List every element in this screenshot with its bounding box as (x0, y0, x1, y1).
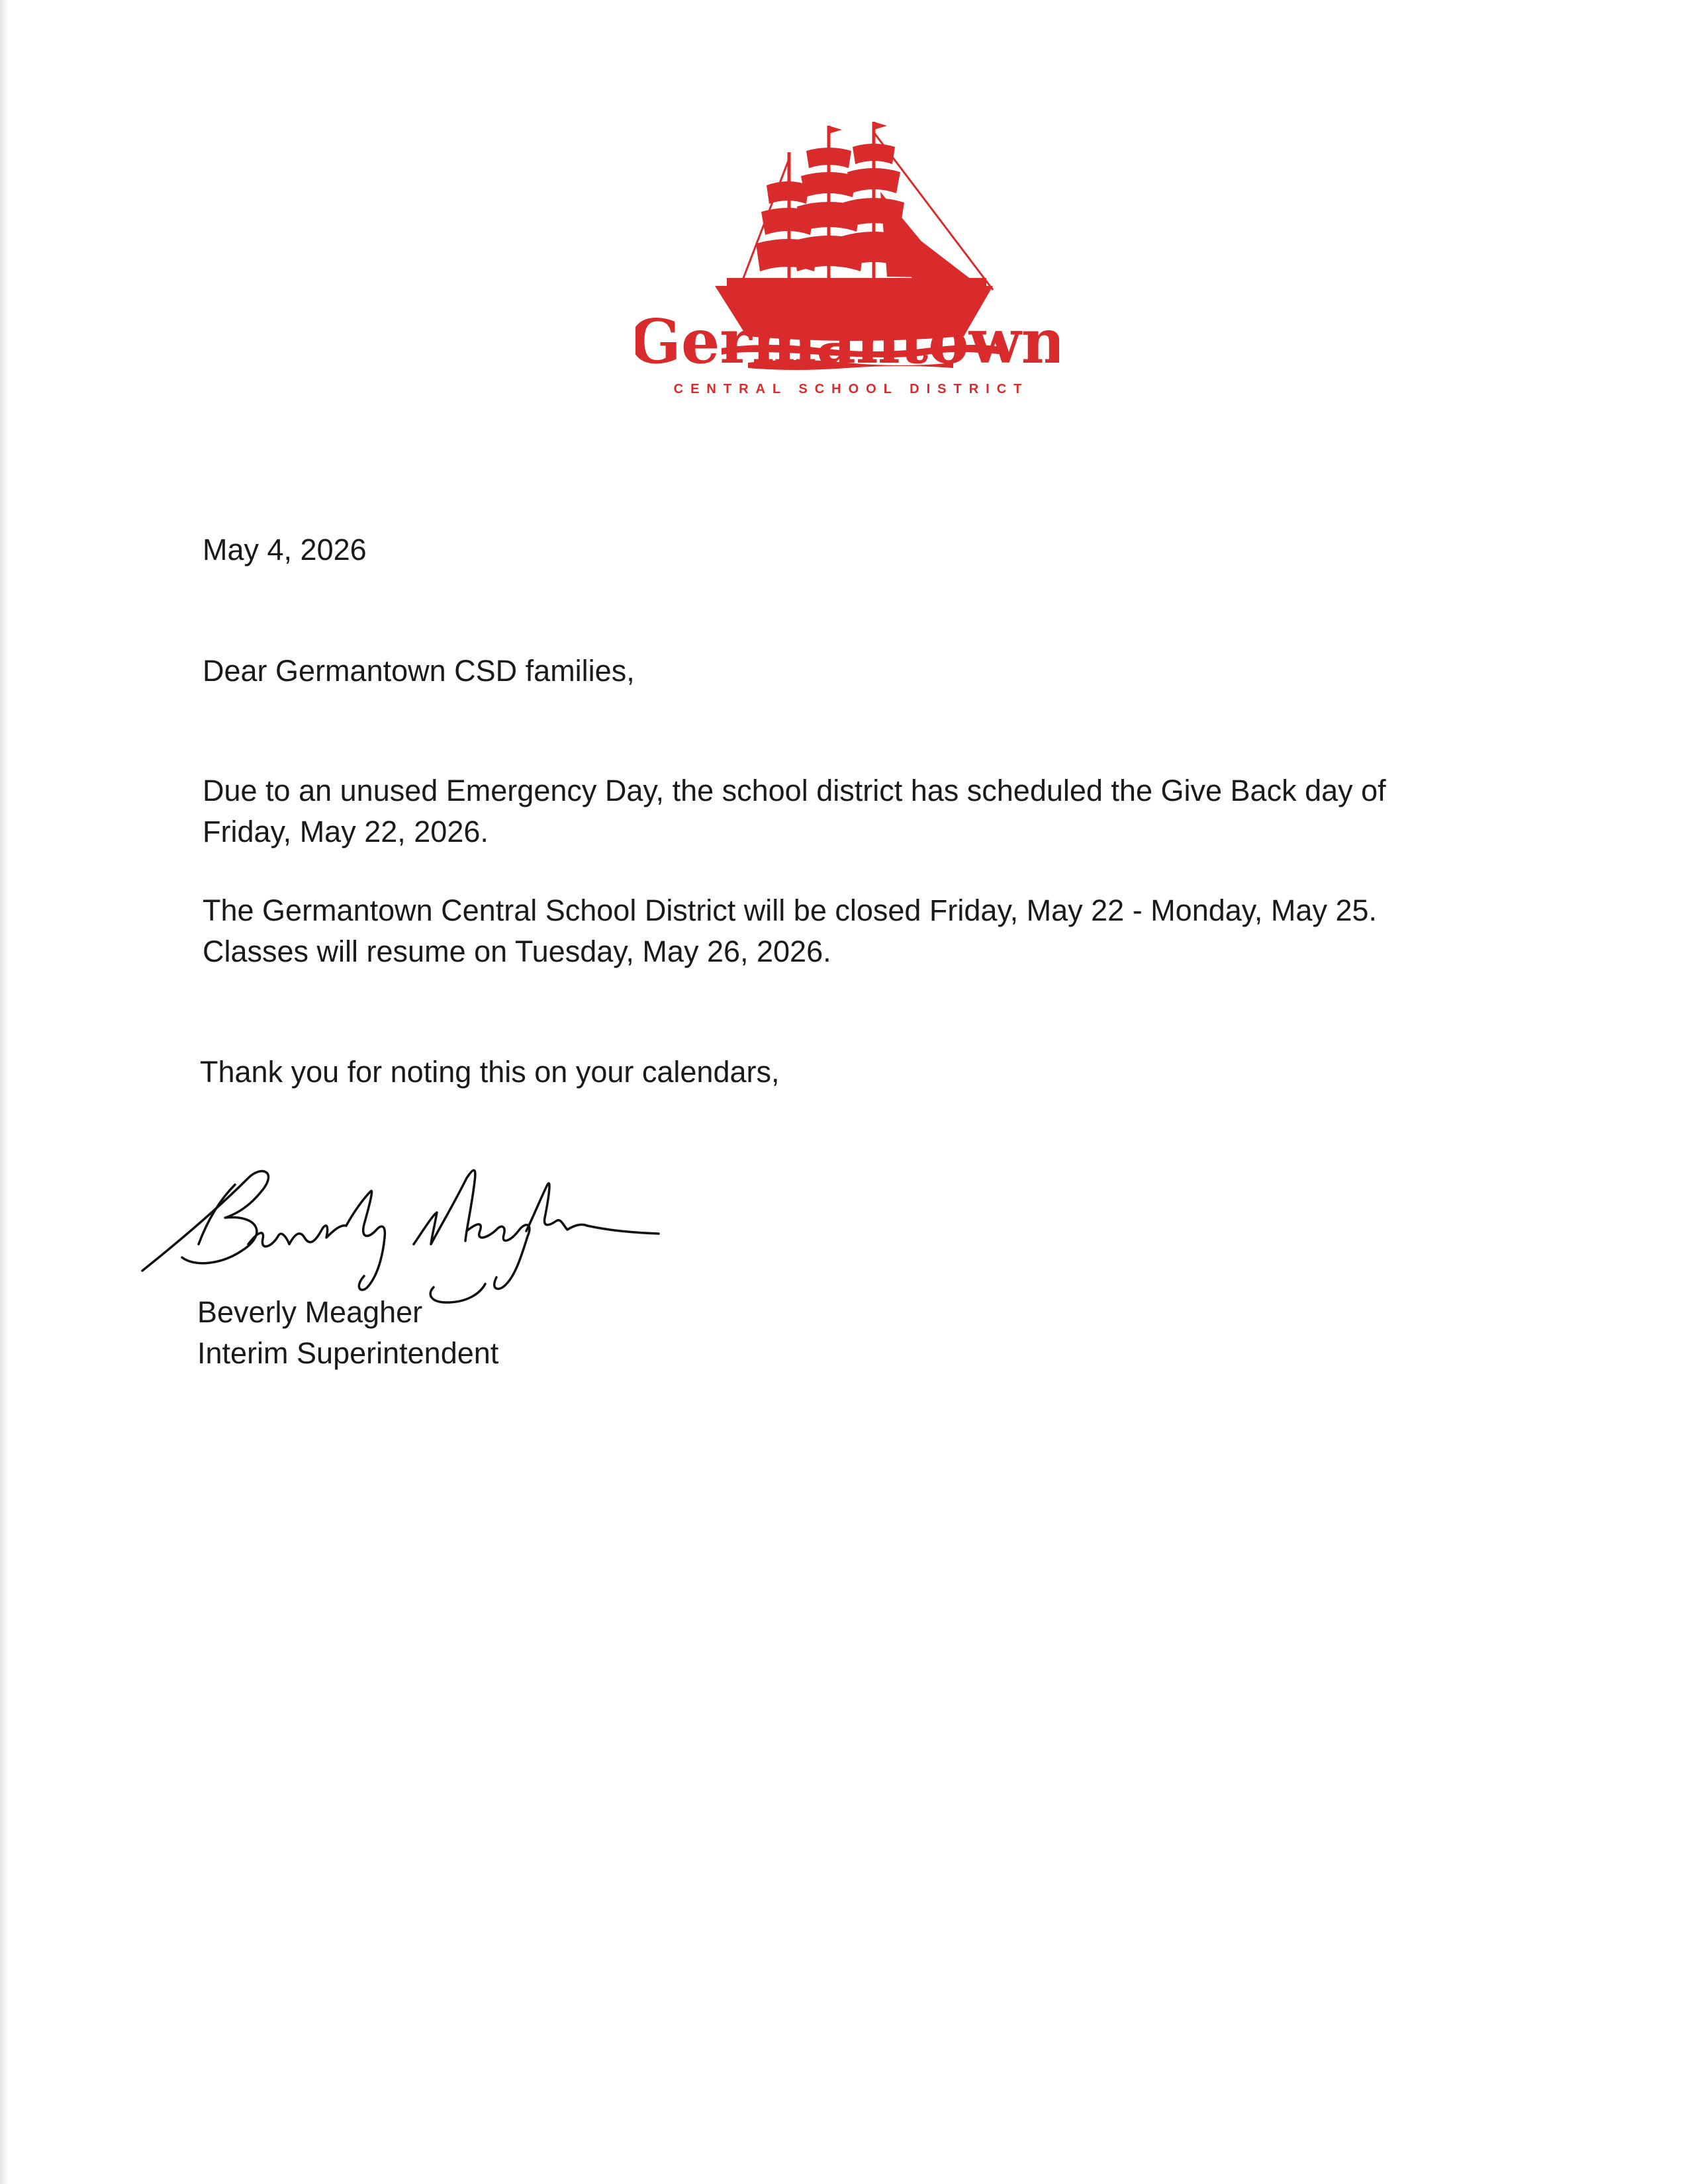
signatory-name: Beverly Meagher (197, 1295, 423, 1329)
paragraph-2-line-2: Classes will resume on Tuesday, May 26, 2026. (203, 934, 831, 968)
paragraph-1-line-2: Friday, May 22, 2026. (203, 815, 489, 848)
district-subtitle: CENTRAL SCHOOL DISTRICT (673, 382, 1029, 396)
paragraph-1-line-1: Due to an unused Emergency Day, the school district has scheduled the Give Back day of (203, 774, 1386, 807)
letterhead-wordmark (635, 311, 1059, 404)
letter-paragraph-1 (203, 770, 1386, 852)
scan-edge-shadow (0, 0, 9, 2184)
letter-date: May 4, 2026 (203, 533, 367, 567)
letter-closing: Thank you for noting this on your calendars, (200, 1055, 780, 1089)
signatory-title: Interim Superintendent (197, 1336, 499, 1370)
district-name: Germantown (635, 311, 1059, 377)
paragraph-2-line-1: The Germantown Central School District will be closed Friday, May 22 - Monday, May 25. (203, 893, 1378, 927)
letter-paragraph-2 (203, 890, 1377, 972)
letter-salutation: Dear Germantown CSD families, (203, 654, 635, 688)
